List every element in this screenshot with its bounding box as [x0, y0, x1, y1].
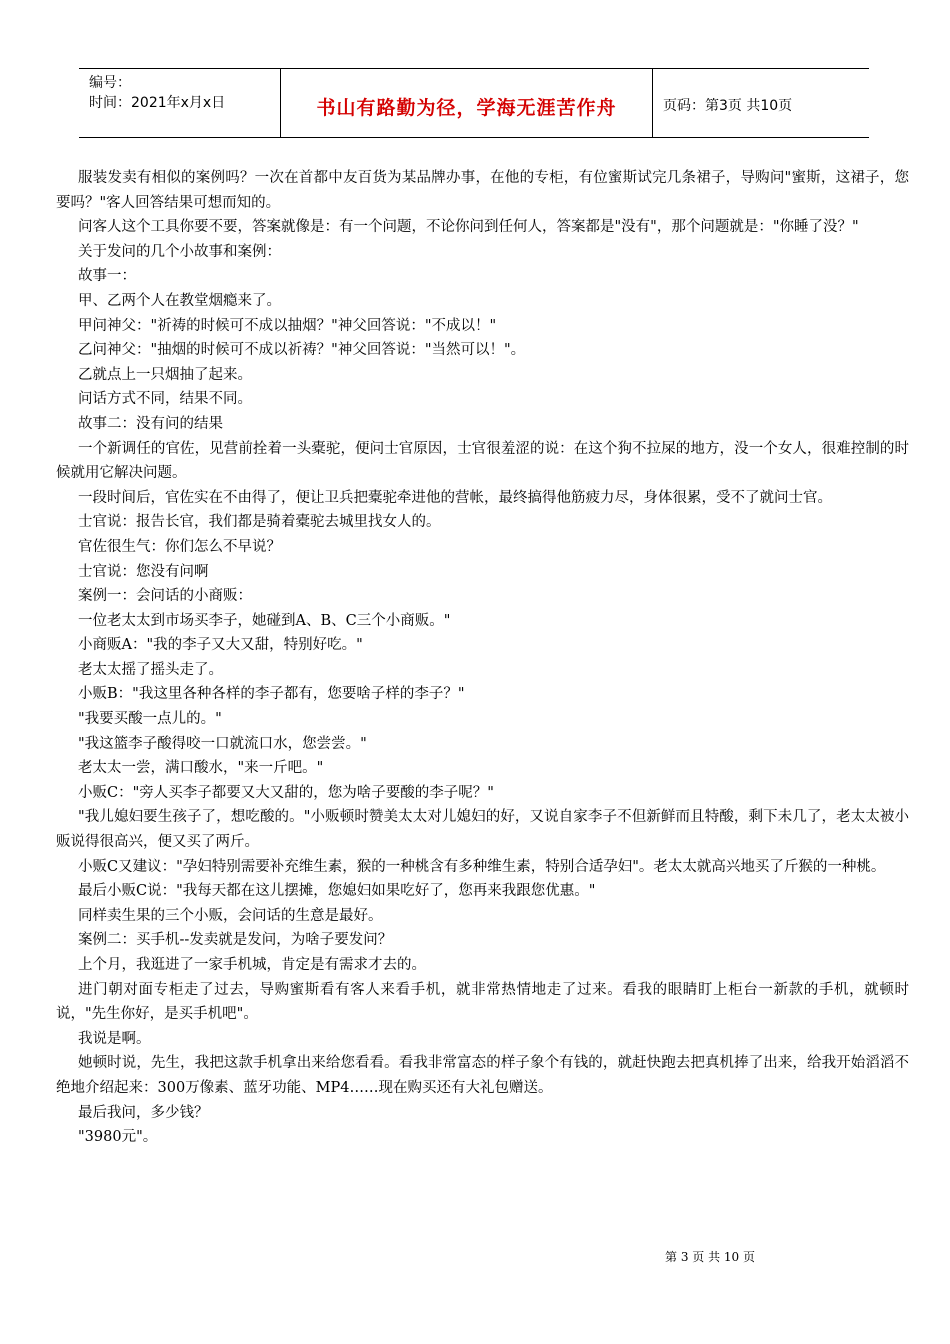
body-paragraph: 小贩B："我这里各种各样的李子都有，您要啥子样的李子？": [78, 686, 465, 703]
header-page-label: 页码：第3页 共10页: [663, 98, 793, 114]
body-paragraph: 最后我问，多少钱？: [78, 1104, 209, 1121]
document-body: [56, 166, 909, 1150]
body-paragraph: 案例二：买手机--发卖就是发问，为啥子要发问？: [78, 932, 393, 949]
body-paragraph: 进门朝对面专柜走了过去，导购蜜斯看有客人来看手机，就非常热情地走了过来。看我的眼睛盯上柜台一新款的手机，就顿时说，"先生你好，是买手机吧"。: [56, 981, 909, 1023]
header-motto: 书山有路勤为径，学海无涯苦作舟: [281, 69, 653, 137]
body-paragraph: 一位老太太到市场买李子，她碰到A、B、C三个小商贩。": [78, 612, 451, 629]
header-date-label: 时间：2021年x月x日: [89, 95, 226, 111]
body-paragraph: 故事二：没有问的结果: [78, 415, 223, 432]
body-paragraph: 小贩C："旁人买李子都要又大又甜的，您为啥子要酸的李子呢？": [78, 784, 494, 801]
body-paragraph: 士官说：报告长官，我们都是骑着橐驼去城里找女人的。: [78, 514, 441, 531]
body-paragraph: 甲、乙两个人在教堂烟瘾来了。: [78, 292, 281, 309]
body-paragraph: "我儿媳妇要生孩子了，想吃酸的。"小贩顿时赞美太太对儿媳妇的好，又说自家李子不但新鲜而且特酸，剩下未几了，老太太被小贩说得很高兴，便又买了两斤。: [56, 809, 909, 851]
body-paragraph: 同样卖生果的三个小贩，会问话的生意是最好。: [78, 907, 383, 924]
page-footer: 第 3 页 共 10 页: [665, 1250, 755, 1264]
body-paragraph: 士官说：您没有问啊: [78, 563, 209, 580]
body-paragraph: 服装发卖有相似的案例吗？一次在首都中友百货为某品牌办事，在他的专柜，有位蜜斯试完几条裙子，导购问"蜜斯，这裙子，您要吗？"客人回答结果可想而知的。: [56, 170, 909, 211]
body-paragraph: 小贩C又建议："孕妇特别需要补充维生素，猴的一种桃含有多种维生素，特别合适孕妇"。老太太就高兴地买了斤猴的一种桃。: [78, 858, 886, 875]
body-paragraph: 故事一：: [78, 268, 136, 285]
body-paragraph: 老太太摇了摇头走了。: [78, 661, 223, 678]
body-paragraph: 老太太一尝，满口酸水，"来一斤吧。": [78, 760, 324, 777]
body-paragraph: 案例一：会问话的小商贩：: [78, 588, 252, 605]
body-paragraph: 小商贩A："我的李子又大又甜，特别好吃。": [78, 637, 363, 654]
body-paragraph: 乙问神父："抽烟的时候可不成以祈祷？"神父回答说："当然可以！"。: [78, 342, 526, 359]
body-paragraph: 官佐很生气：你们怎么不早说？: [78, 538, 281, 555]
body-paragraph: 一段时间后，官佐实在不由得了，便让卫兵把橐驼牵进他的营帐，最终搞得他筋疲力尽，身体很累，受不了就问士官。: [78, 489, 832, 506]
document-header: [79, 68, 869, 138]
body-paragraph: 一个新调任的官佐，见营前拴着一头橐驼，便问士官原因，士官很羞涩的说：在这个狗不拉屎的地方，没一个女人，很难控制的时候就用它解决问题。: [56, 440, 909, 482]
body-paragraph: 她顿时说，先生，我把这款手机拿出来给您看看。看我非常富态的样子象个有钱的，就赶快跑去把真机捧了出来，给我开始滔滔不绝地介绍起来：300万像素、蓝牙功能、MP4……现在购买还有大礼包赠送。: [56, 1055, 909, 1096]
body-paragraph: 我说是啊。: [78, 1030, 151, 1047]
body-paragraph: "我这篮李子酸得咬一口就流口水，您尝尝。": [78, 735, 367, 752]
body-paragraph: 问话方式不同，结果不同。: [78, 391, 252, 408]
body-paragraph: 关于发问的几个小故事和案例：: [78, 243, 281, 260]
body-paragraph: 上个月，我逛进了一家手机城，肯定是有需求才去的。: [78, 957, 426, 973]
body-paragraph: 乙就点上一只烟抽了起来。: [78, 366, 252, 383]
header-meta-cell: [79, 69, 281, 137]
body-paragraph: 问客人这个工具你要不要，答案就像是：有一个问题，不论你问到任何人，答案都是"没有"，那个问题就是："你睡了没？": [78, 219, 859, 236]
header-number-label: 编号：: [89, 75, 131, 91]
body-paragraph: "我要买酸一点儿的。": [78, 711, 222, 728]
body-paragraph: 甲问神父："祈祷的时候可不成以抽烟？"神父回答说："不成以！": [78, 317, 497, 334]
body-paragraph: "3980元"。: [78, 1129, 158, 1146]
body-paragraph: 最后小贩C说："我每天都在这儿摆摊，您媳妇如果吃好了，您再来我跟您优惠。": [78, 883, 596, 900]
